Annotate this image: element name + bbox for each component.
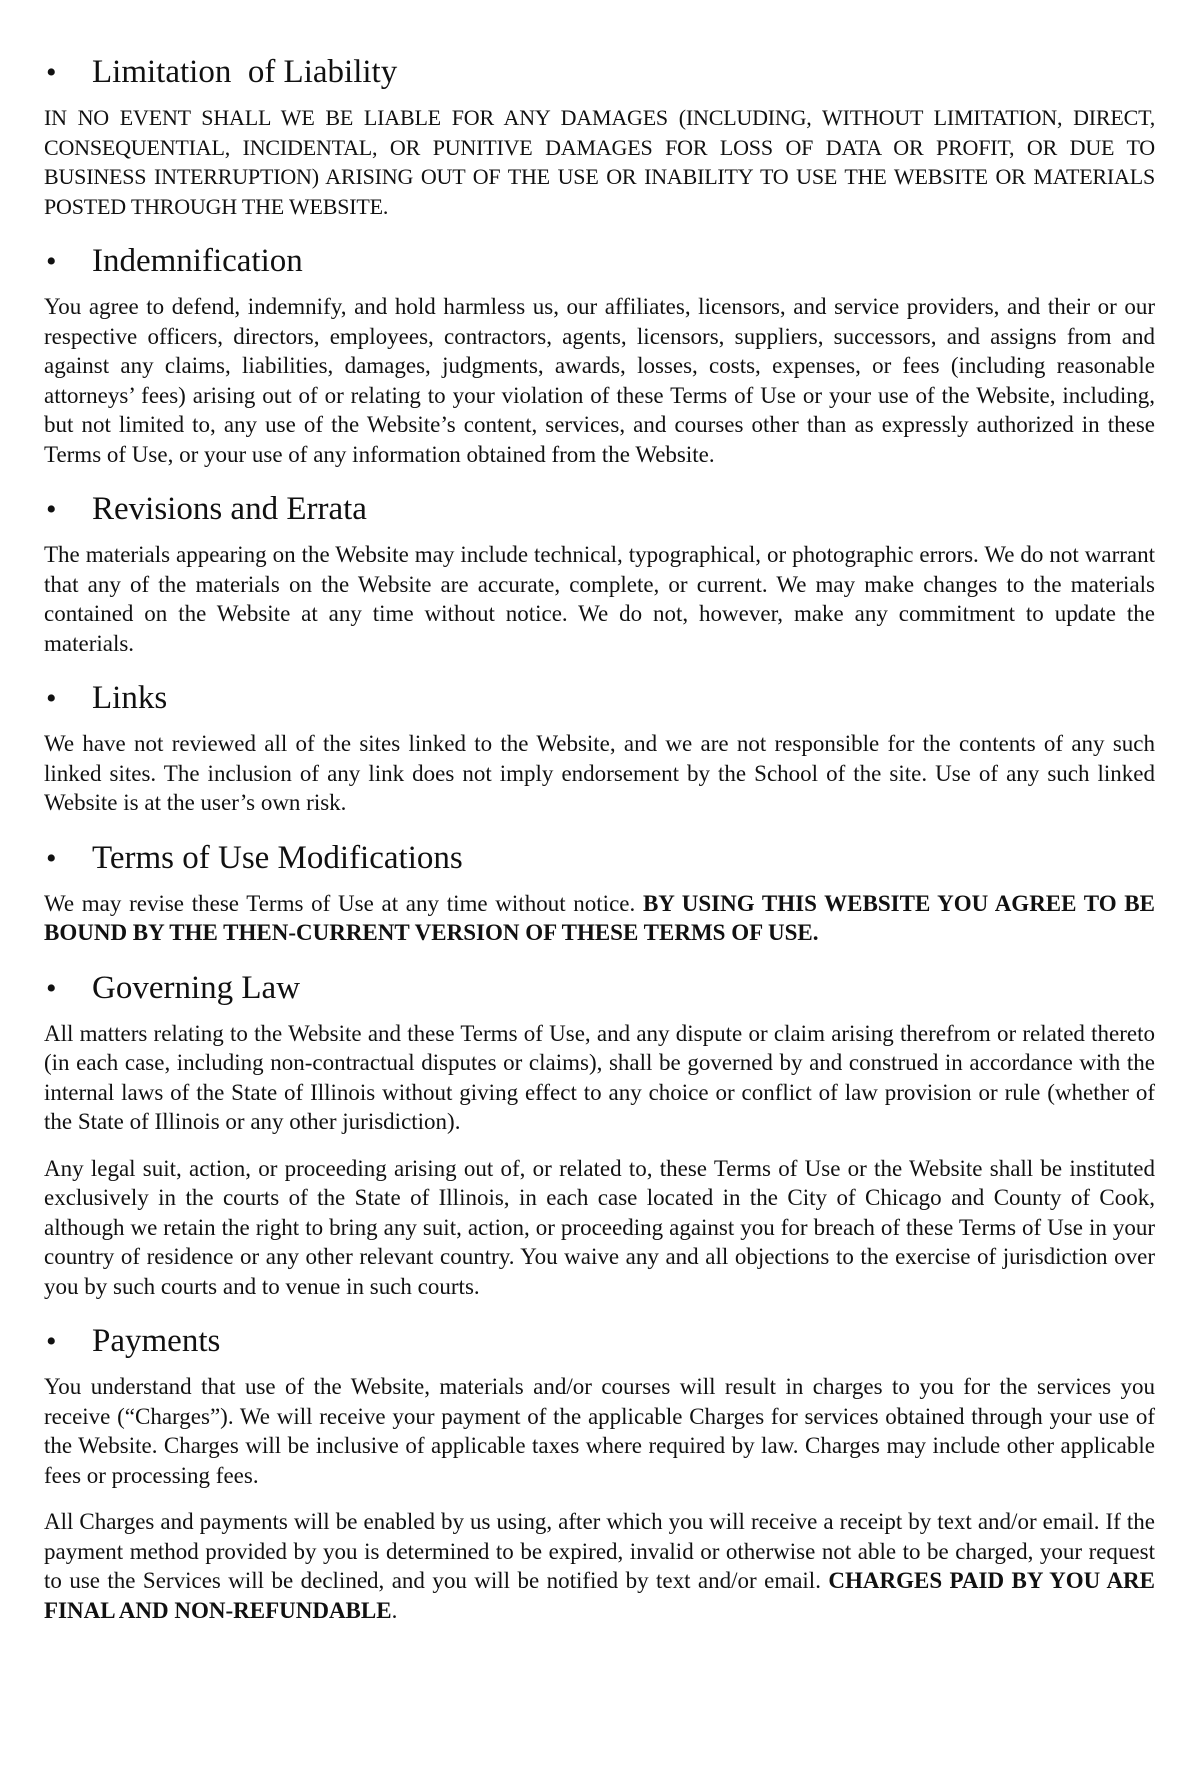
paragraph: [44, 889, 1155, 948]
bullet-icon: •: [46, 56, 57, 89]
bullet-icon: •: [46, 841, 57, 875]
paragraph-bold-text: CHARGES PAID BY YOU ARE FINAL AND NON-REFUNDABLE: [44, 1568, 1156, 1623]
paragraph: You agree to defend, indemnify, and hold harmless us, our affiliates, licensors, and service providers, and their or our respective officers, directors, employees, contractors, agents, licensors, suppliers, successors, and assigns from and against any claims, liabilities, damages, judgments, awards, losses, costs, expenses, or fees (including reasonable attorneys’ fees) arising out of or relating to your violation of these Terms of Use or your use of the Website, including, but not limited to, any use of the Website’s content, services, and courses other than as expressly authorized in these Terms of Use, or your use of any information obtained from the Website.: [44, 294, 1155, 467]
bullet-icon: •: [46, 682, 57, 715]
bullet-icon: •: [46, 971, 57, 1005]
section-heading: [44, 1321, 1155, 1362]
paragraph: Any legal suit, action, or proceeding arising out of, or related to, these Terms of Use or the Website shall be instituted exclusively in the courts of the State of Illinois, in each case located in the City of Chicago and County of Cook, although we retain the right to bring any suit, action, or proceeding against you for breach of these Terms of Use in your country of residence or any other relevant country. You waive any and all objections to the exercise of jurisdiction over you by such courts and to venue in such courts.: [44, 1155, 1155, 1299]
heading-text: Terms of Use Modifications: [92, 839, 463, 876]
section-links: [44, 678, 1155, 818]
section-heading: [44, 52, 1155, 93]
paragraph: You understand that use of the Website, materials and/or courses will result in charges to you for the services you receive (“Charges”). We will receive your payment of the applicable Charges for services obtained through your use of the Website. Charges will be inclusive of applicable taxes where required by law. Charges may include other applicable fees or processing fees.: [44, 1374, 1155, 1488]
bullet-icon: •: [46, 1325, 57, 1358]
heading-text: Revisions and Errata: [92, 491, 367, 527]
section-heading: [44, 838, 1155, 879]
section-heading: [44, 678, 1155, 719]
heading-text: Links: [92, 680, 168, 716]
bullet-icon: •: [46, 245, 57, 278]
section-heading: [44, 968, 1155, 1009]
section-heading: [44, 241, 1155, 282]
section-payments: [44, 1321, 1155, 1625]
section-heading: [44, 489, 1155, 530]
section-limitation-of-liability: [44, 52, 1155, 221]
paragraph-end-text: .: [391, 1597, 398, 1623]
bullet-icon: •: [46, 493, 57, 526]
heading-text: Governing Law: [92, 969, 301, 1006]
heading-text: Indemnification: [92, 243, 303, 279]
paragraph: IN NO EVENT SHALL WE BE LIABLE FOR ANY DAMAGES (INCLUDING, WITHOUT LIMITATION, DIRECT, CONSEQUENTIAL, INCIDENTAL, OR PUNITIVE DAMAGES FOR LOSS OF DATA OR PROFIT, OR DUE TO BUSINESS INTERRUPTION) ARISING OUT OF THE USE OR INABILITY TO USE THE WEBSITE OR MATERIALS POSTED THROUGH THE WEBSITE.: [44, 105, 1155, 219]
heading-text: Payments: [92, 1323, 221, 1359]
section-terms-of-use-modifications: [44, 838, 1155, 948]
section-indemnification: [44, 241, 1155, 469]
paragraph: We have not reviewed all of the sites linked to the Website, and we are not responsible for the contents of any such linked sites. The inclusion of any link does not imply endorsement by the School of the site. Use of any such linked Website is at the user’s own risk.: [44, 731, 1155, 815]
paragraph: All matters relating to the Website and these Terms of Use, and any dispute or claim arising therefrom or related thereto (in each case, including non-contractual disputes or claims), shall be governed by and construed in accordance with the internal laws of the State of Illinois without giving effect to any choice or conflict of law provision or rule (whether of the State of Illinois or any other jurisdiction).: [44, 1020, 1155, 1134]
paragraph-bold-text: BY USING THIS WEBSITE YOU AGREE TO BE BOUND BY THE THEN-CURRENT VERSION OF THESE TERMS OF USE.: [44, 890, 1155, 945]
paragraph: The materials appearing on the Website may include technical, typographical, or photographic errors. We do not warrant that any of the materials on the Website are accurate, complete, or current. We may make changes to the materials contained on the Website at any time without notice. We do not, however, make any commitment to update the materials.: [44, 542, 1155, 656]
paragraph-plain-text: All Charges and payments will be enabled by us using, after which you will receive a receipt by text and/or email. If the payment method provided by you is determined to be expired, invalid or otherwise not able to be charged, your request to use the Services will be declined, and you will be notified by text and/or email.: [44, 1509, 1155, 1593]
paragraph: [44, 1507, 1155, 1625]
heading-text: Limitation of Liability: [92, 54, 398, 90]
section-governing-law: [44, 968, 1155, 1302]
section-revisions-and-errata: [44, 489, 1155, 658]
paragraph-plain-text: We may revise these Terms of Use at any time without notice.: [44, 890, 643, 916]
